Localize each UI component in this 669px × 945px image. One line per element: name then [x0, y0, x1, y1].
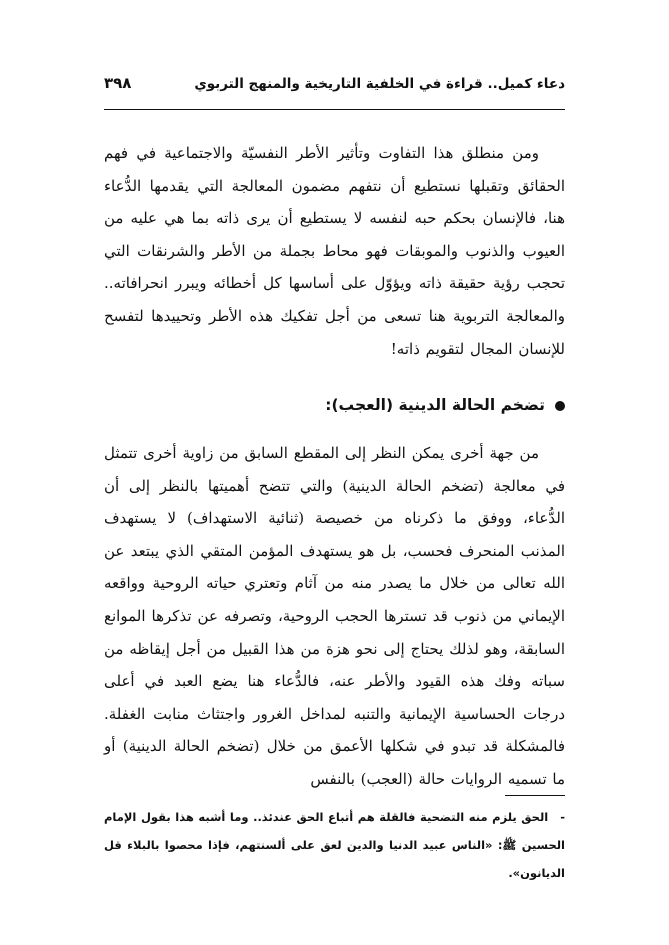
page-header	[104, 70, 565, 110]
running-title: دعاء كميل.. قراءة في الخلفية التاريخية والمنهج التربوي	[194, 76, 565, 92]
footnote-marker: -	[560, 810, 565, 824]
section-heading-text: تضخم الحالة الدينية (العجب):	[325, 396, 545, 414]
header-rule	[104, 109, 565, 110]
footnote-rule	[505, 795, 565, 796]
paragraph-block-2	[104, 437, 565, 796]
section-heading	[104, 390, 565, 420]
page-number: ٣٩٨	[104, 74, 132, 92]
paragraph-block-1	[104, 137, 565, 365]
paragraph-2: من جهة أخرى يمكن النظر إلى المقطع السابق من زاوية أخرى تتمثل في معالجة (تضخم الحالة الدينية) والتي تتضح أهميتها بالنظر إلى أن الدُّعاء، ووفق ما ذكرناه من خصيصة (ثنائية الاستهداف) لا يستهدف المذنب المنحرف فحسب، بل هو يستهدف المؤمن المتقي الذي يبتعد عن الله تعالى من خلال ما يصدر منه من آثام وتعتري حياته الروحية وواقعه الإيماني من ذنوب قد تسترها الحجب الروحية، وتصرفه عن تذكرها الموانع السابقة، وهو لذلك يحتاج إلى نحو هزة من هذا القبيل من أجل إيقاظه من سباته وفك هذه القيود والأطر عنه، فالدُّعاء هنا يضع العبد في أعلى درجات الحساسية الإيمانية والتنبه لمداخل الغرور واجتثاث منابت الغفلة. فالمشكلة قد تبدو في شكلها الأعمق من خلال (تضخم الحالة الدينية) أو ما تسميه الروايات حالة (العجب) بالنفس	[104, 444, 565, 788]
footnote	[104, 803, 565, 887]
paragraph-1: ومن منطلق هذا التفاوت وتأثير الأطر النفسيّة والاجتماعية في فهم الحقائق وتقبلها نستطيع أن نتفهم مضمون المعالجة التي يقدمها الدُّعاء هنا، فالإنسان بحكم حبه لنفسه لا يستطيع أن يرى ذاته بما هي عليه من العيوب والذنوب والموبقات فهو محاط بجملة من الأطر والشرنقات التي تحجب رؤية حقيقة ذاته ويؤوّل على أساسها كل أخطائه ويبرر انحرافاته.. والمعالجة التربوية هنا تسعى من أجل تفكيك هذه الأطر وتحييدها لتفسح للإنسان المجال لتقويم ذاته!	[104, 144, 565, 358]
footnote-text: الحق يلزم منه التضحية فالقلة هم أتباع الحق عندئذ.. وما أشبه هذا بقول الإمام الحسين ﷺ: «الناس عبيد الدنيا والدين لعق على ألسنتهم، فإذا محصوا بالبلاء قل الديانون».	[104, 810, 565, 880]
bullet-icon	[555, 401, 565, 411]
